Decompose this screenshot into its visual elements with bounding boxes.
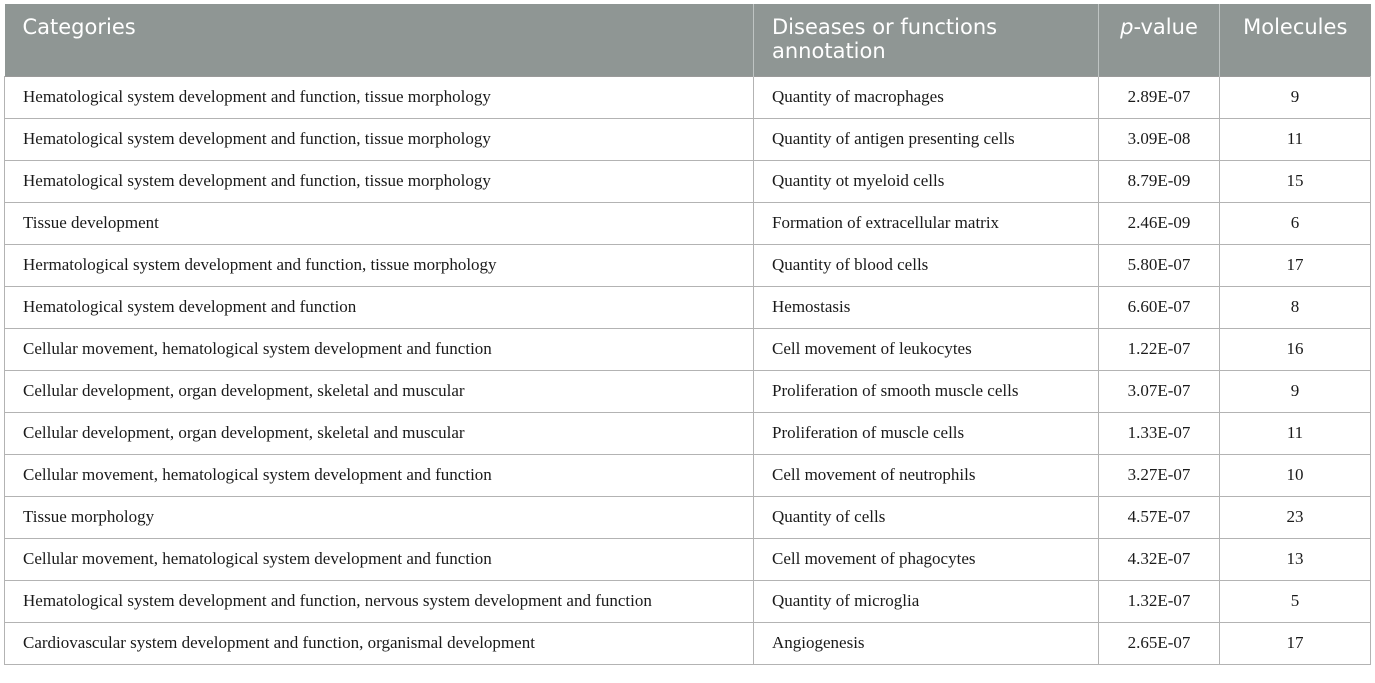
- cell-p-value: 1.32E-07: [1099, 580, 1220, 622]
- cell-p-value: 5.80E-07: [1099, 244, 1220, 286]
- cell-category: Cellular movement, hematological system development and function: [5, 538, 754, 580]
- cell-p-value: 1.33E-07: [1099, 412, 1220, 454]
- cell-category: Cellular development, organ development, skeletal and muscular: [5, 370, 754, 412]
- header-p-value-rest: -value: [1133, 15, 1198, 39]
- cell-annotation: Quantity ot myeloid cells: [754, 160, 1099, 202]
- cell-molecules: 17: [1220, 622, 1371, 664]
- cell-annotation: Formation of extracellular matrix: [754, 202, 1099, 244]
- cell-annotation: Quantity of blood cells: [754, 244, 1099, 286]
- cell-p-value: 3.07E-07: [1099, 370, 1220, 412]
- cell-p-value: 3.09E-08: [1099, 118, 1220, 160]
- cell-category: Tissue development: [5, 202, 754, 244]
- cell-p-value: 3.27E-07: [1099, 454, 1220, 496]
- cell-category: Hermatological system development and function, tissue morphology: [5, 244, 754, 286]
- cell-annotation: Cell movement of leukocytes: [754, 328, 1099, 370]
- cell-category: Cellular movement, hematological system development and function: [5, 454, 754, 496]
- cell-annotation: Hemostasis: [754, 286, 1099, 328]
- header-molecules: Molecules: [1243, 15, 1348, 39]
- cell-molecules: 8: [1220, 286, 1371, 328]
- table-row: [5, 538, 1371, 580]
- cell-annotation: Cell movement of neutrophils: [754, 454, 1099, 496]
- cell-category: Cardiovascular system development and function, organismal development: [5, 622, 754, 664]
- table-row: [5, 202, 1371, 244]
- cell-molecules: 6: [1220, 202, 1371, 244]
- cell-annotation: Proliferation of muscle cells: [754, 412, 1099, 454]
- cell-annotation: Quantity of macrophages: [754, 76, 1099, 118]
- table-row: [5, 286, 1371, 328]
- cell-annotation: Proliferation of smooth muscle cells: [754, 370, 1099, 412]
- cell-category: Hematological system development and function, tissue morphology: [5, 160, 754, 202]
- header-p-value: [1099, 4, 1220, 76]
- cell-category: Cellular movement, hematological system development and function: [5, 328, 754, 370]
- table-row: [5, 118, 1371, 160]
- cell-annotation: Angiogenesis: [754, 622, 1099, 664]
- header-categories: Categories: [5, 4, 754, 76]
- cell-p-value: 4.57E-07: [1099, 496, 1220, 538]
- table-row: [5, 412, 1371, 454]
- cell-annotation: Quantity of antigen presenting cells: [754, 118, 1099, 160]
- cell-category: Cellular development, organ development, skeletal and muscular: [5, 412, 754, 454]
- cell-p-value: 2.89E-07: [1099, 76, 1220, 118]
- data-table: [4, 4, 1371, 665]
- cell-p-value: 1.22E-07: [1099, 328, 1220, 370]
- cell-molecules: 17: [1220, 244, 1371, 286]
- cell-annotation: Cell movement of phagocytes: [754, 538, 1099, 580]
- table-row: [5, 454, 1371, 496]
- cell-p-value: 6.60E-07: [1099, 286, 1220, 328]
- cell-molecules: 9: [1220, 76, 1371, 118]
- cell-molecules: 23: [1220, 496, 1371, 538]
- data-table-container: [4, 4, 1370, 665]
- cell-molecules: 5: [1220, 580, 1371, 622]
- cell-category: Tissue morphology: [5, 496, 754, 538]
- table-header: [5, 4, 1371, 76]
- table-row: [5, 328, 1371, 370]
- cell-category: Hematological system development and function, nervous system development and function: [5, 580, 754, 622]
- table-body: [5, 76, 1371, 664]
- table-row: [5, 622, 1371, 664]
- table-row: [5, 160, 1371, 202]
- table-row: [5, 580, 1371, 622]
- cell-annotation: Quantity of microglia: [754, 580, 1099, 622]
- cell-molecules: 13: [1220, 538, 1371, 580]
- cell-molecules: 11: [1220, 118, 1371, 160]
- cell-molecules: 16: [1220, 328, 1371, 370]
- cell-category: Hematological system development and function, tissue morphology: [5, 76, 754, 118]
- header-row: [5, 4, 1371, 76]
- header-diseases-annotation: Diseases or functions annotation: [754, 4, 1099, 76]
- cell-molecules: 11: [1220, 412, 1371, 454]
- header-p-value-italic: p: [1120, 15, 1134, 39]
- cell-category: Hematological system development and function, tissue morphology: [5, 118, 754, 160]
- table-row: [5, 370, 1371, 412]
- table-row: [5, 496, 1371, 538]
- cell-p-value: 2.46E-09: [1099, 202, 1220, 244]
- cell-annotation: Quantity of cells: [754, 496, 1099, 538]
- cell-p-value: 4.32E-07: [1099, 538, 1220, 580]
- cell-p-value: 8.79E-09: [1099, 160, 1220, 202]
- table-row: [5, 244, 1371, 286]
- cell-p-value: 2.65E-07: [1099, 622, 1220, 664]
- cell-molecules: 10: [1220, 454, 1371, 496]
- cell-molecules: 9: [1220, 370, 1371, 412]
- cell-category: Hematological system development and function: [5, 286, 754, 328]
- table-row: [5, 76, 1371, 118]
- cell-molecules: 15: [1220, 160, 1371, 202]
